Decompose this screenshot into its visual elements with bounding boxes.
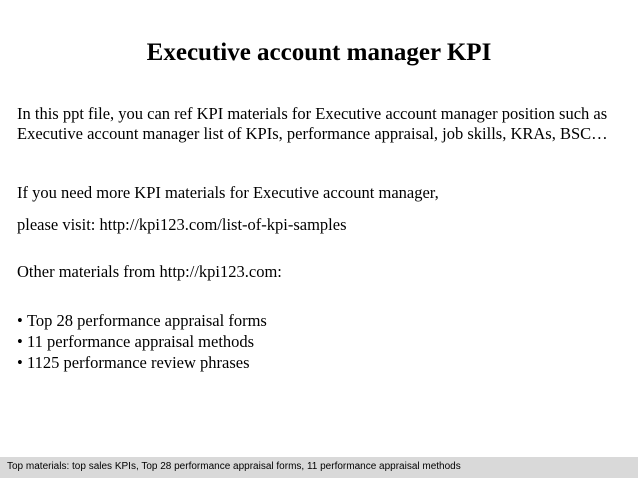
materials-bullet-list	[17, 310, 622, 373]
bullet-icon: •	[17, 311, 23, 330]
bullet-item	[17, 352, 622, 373]
more-materials-paragraph: If you need more KPI materials for Executive account manager,	[17, 183, 439, 202]
other-materials-paragraph: Other materials from http://kpi123.com:	[17, 262, 282, 281]
bullet-item	[17, 310, 622, 331]
bullet-icon: •	[17, 332, 23, 351]
footer-bar: Top materials: top sales KPIs, Top 28 performance appraisal forms, 11 performance appraisal methods	[0, 457, 638, 478]
bullet-icon: •	[17, 353, 23, 372]
visit-link-paragraph: please visit: http://kpi123.com/list-of-kpi-samples	[17, 215, 347, 234]
bullet-text: Top 28 performance appraisal forms	[27, 311, 267, 330]
bullet-text: 1125 performance review phrases	[27, 353, 250, 372]
bullet-item	[17, 331, 622, 352]
intro-paragraph: In this ppt file, you can ref KPI materials for Executive account manager position such as Executive account manager list of KPIs, performance appraisal, job skills, KRAs, BSC…	[17, 104, 608, 143]
slide-title: Executive account manager KPI	[146, 39, 492, 66]
bullet-text: 11 performance appraisal methods	[27, 332, 255, 351]
